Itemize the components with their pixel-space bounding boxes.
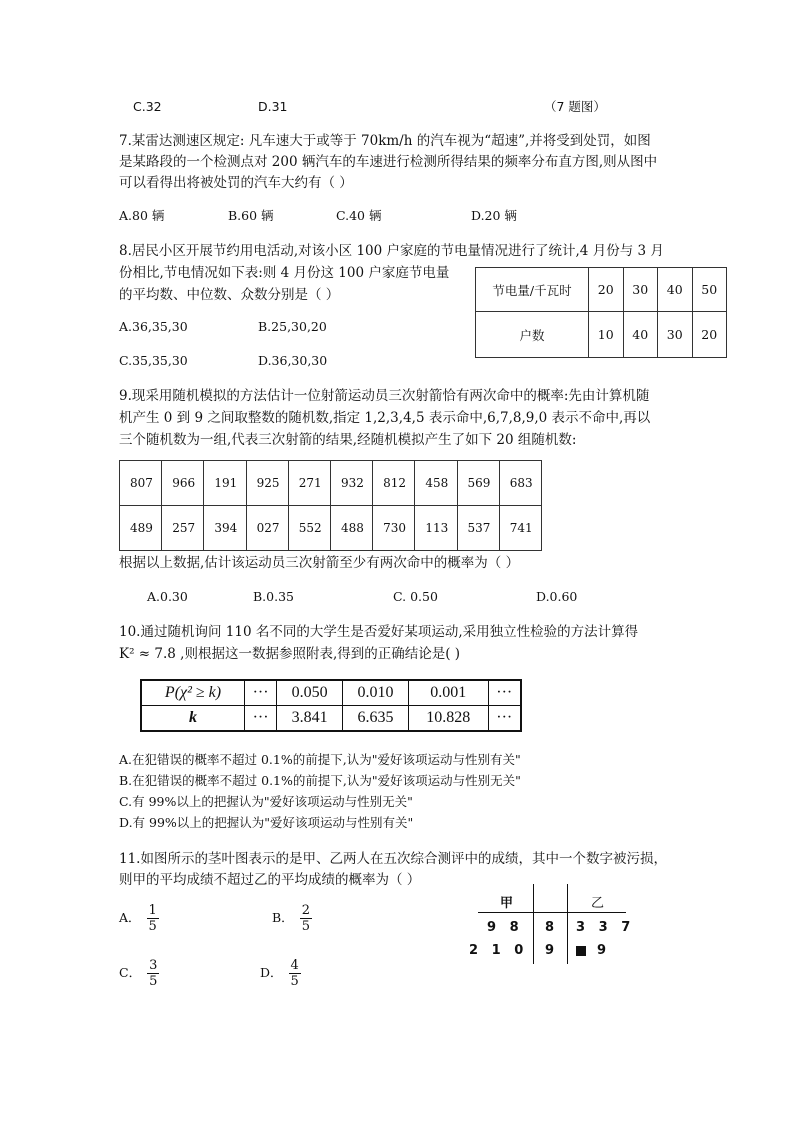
q11-option-c-label: C． [119, 965, 142, 980]
stem-leaf-row1-right: 3 3 7 [576, 920, 631, 935]
stem-leaf-row2-right: 9 [597, 943, 607, 958]
stem-leaf-divider-left [533, 884, 534, 964]
q7-option-a: A.80 辆 [119, 208, 165, 223]
q9-cell: 730 [373, 506, 415, 551]
q8-line1: 8.居民小区开展节约用电活动,对该小区 100 户家庭的节电量情况进行了统计,4 月份与 3 月 [119, 243, 664, 259]
q9-cell: 741 [499, 506, 541, 551]
q10-option-c: C.有 99%以上的把握认为"爱好该项运动与性别无关" [119, 794, 413, 809]
stem-leaf-header-rule [478, 912, 626, 913]
stem-leaf-row1-left: 9 8 [487, 920, 519, 935]
stem-leaf-row2-stem: 9 [545, 943, 555, 958]
q8-option-a: A.36,35,30 [119, 319, 188, 334]
q9-cell: 257 [162, 506, 204, 551]
q11-line2: 则甲的平均成绩不超过乙的平均成绩的概率为（ ） [119, 872, 421, 888]
q11-option-d-label: D． [260, 965, 283, 980]
q8-value-cell: 30 [623, 268, 658, 312]
q7-option-d: D.20 辆 [471, 208, 517, 223]
q10-cell: ··· [245, 706, 277, 732]
q10-option-a: A.在犯错误的概率不超过 0.1%的前提下,认为"爱好该项运动与性别有关" [119, 752, 521, 767]
smudged-digit-block [576, 946, 586, 956]
q7-option-b: B.60 辆 [228, 208, 274, 223]
q6-option-c: C.32 [133, 99, 162, 114]
q10-line1: 10.通过随机询问 110 名不同的大学生是否爱好某项运动,采用独立性检验的方法计算得 [119, 624, 639, 640]
q10-cell: 0.050 [277, 680, 343, 706]
stem-leaf-row2-left: 2 1 0 [469, 943, 524, 958]
q9-option-c: C. 0.50 [393, 589, 438, 604]
q11-option-c [119, 958, 159, 989]
q10-cell: ··· [488, 706, 521, 732]
q10-line2: K² ≈ 7.8 ,则根据这一数据参照附表,得到的正确结论是( ) [119, 646, 461, 662]
q9-option-a: A.0.30 [147, 589, 188, 604]
q11-option-a [119, 903, 159, 934]
q9-cell: 458 [415, 461, 457, 506]
q9-line1: 9.现采用随机模拟的方法估计一位射箭运动员三次射箭恰有两次命中的概率:先由计算机随 [119, 388, 650, 404]
q9-cell: 191 [204, 461, 246, 506]
q10-cell: 6.635 [343, 706, 409, 732]
q10-cell: 0.010 [343, 680, 409, 706]
fraction: $\frac{1}{5}$ [148, 903, 157, 934]
q6-option-d: D.31 [258, 99, 288, 114]
fraction: $\frac{3}{5}$ [149, 958, 158, 989]
q9-cell: 488 [330, 506, 372, 551]
q9-line3: 三个随机数为一组,代表三次射箭的结果,经随机模拟产生了如下 20 组随机数: [119, 432, 577, 448]
q10-k-cell: k [141, 706, 245, 732]
stem-leaf-left-title: 甲 [500, 896, 514, 911]
q9-cell: 966 [162, 461, 204, 506]
q9-cell: 271 [288, 461, 330, 506]
q8-option-b: B.25,30,20 [258, 319, 327, 334]
q8-count-cell: 30 [658, 312, 693, 358]
q8-count-header-cell: 户数 [476, 312, 589, 358]
q9-cell: 569 [457, 461, 499, 506]
q8-value-cell: 20 [589, 268, 624, 312]
q10-cell: ··· [488, 680, 521, 706]
q7-figure-caption: （7 题图） [544, 99, 606, 114]
q7-option-c: C.40 辆 [336, 208, 382, 223]
q11-option-a-label: A． [119, 910, 141, 925]
q8-value-cell: 40 [658, 268, 693, 312]
q9-option-d: D.0.60 [536, 589, 578, 604]
q9-cell: 113 [415, 506, 457, 551]
q9-option-b: B.0.35 [253, 589, 294, 604]
q7-line3: 可以看得出将被处罚的汽车大约有（ ） [119, 175, 353, 191]
stem-leaf-divider-right [567, 884, 568, 964]
q10-option-b: B.在犯错误的概率不超过 0.1%的前提下,认为"爱好该项运动与性别无关" [119, 773, 521, 788]
q10-header-cell: P(χ² ≥ k) [141, 680, 245, 706]
q9-cell: 394 [204, 506, 246, 551]
q11-option-b [272, 903, 312, 934]
q10-option-d: D.有 99%以上的把握认为"爱好该项运动与性别有关" [119, 815, 414, 830]
q7-line1: 7.某雷达测速区规定: 凡车速大于或等于 70km/h 的汽车视为“超速”,并将受到处罚，如图 [119, 133, 651, 149]
q8-value-cell: 50 [692, 268, 727, 312]
fraction: $\frac{2}{5}$ [301, 903, 310, 934]
q9-cell: 925 [246, 461, 288, 506]
q9-cell: 812 [373, 461, 415, 506]
fraction: $\frac{4}{5}$ [290, 958, 299, 989]
q10-cell: 0.001 [409, 680, 488, 706]
q9-question: 根据以上数据,估计该运动员三次射箭至少有两次命中的概率为（ ） [119, 555, 520, 571]
q9-random-numbers-table [119, 460, 542, 551]
q10-critical-value-table [140, 679, 522, 732]
q9-cell: 489 [120, 506, 162, 551]
q10-cell: 3.841 [277, 706, 343, 732]
q8-line2: 份相比,节电情况如下表:则 4 月份这 100 户家庭节电量 [119, 265, 450, 281]
q7-line2: 是某路段的一个检测点对 200 辆汽车的车速进行检测所得结果的频率分布直方图,则从图中 [119, 154, 658, 170]
q8-option-d: D.36,30,30 [258, 353, 328, 368]
q11-line1: 11.如图所示的茎叶图表示的是甲、乙两人在五次综合测评中的成绩，其中一个数字被污损， [119, 851, 667, 867]
q9-cell: 537 [457, 506, 499, 551]
q8-count-cell: 10 [589, 312, 624, 358]
q9-cell: 027 [246, 506, 288, 551]
q9-cell: 552 [288, 506, 330, 551]
q10-cell: 10.828 [409, 706, 488, 732]
q8-line3: 的平均数、中位数、众数分别是（ ） [119, 287, 340, 303]
stem-leaf-right-title: 乙 [591, 896, 605, 911]
q10-cell: ··· [245, 680, 277, 706]
q8-table [475, 267, 727, 358]
q8-count-cell: 20 [692, 312, 727, 358]
stem-leaf-row1-stem: 8 [545, 920, 555, 935]
q8-count-cell: 40 [623, 312, 658, 358]
q9-cell: 683 [499, 461, 541, 506]
q9-cell: 932 [330, 461, 372, 506]
q8-option-c: C.35,35,30 [119, 353, 188, 368]
q9-line2: 机产生 0 到 9 之间取整数的随机数,指定 1,2,3,4,5 表示命中,6,7,8,9,0 表示不命中,再以 [119, 410, 651, 426]
q11-option-b-label: B． [272, 910, 294, 925]
q8-header-cell: 节电量/千瓦时 [476, 268, 589, 312]
q11-option-d [260, 958, 301, 989]
q9-cell: 807 [120, 461, 162, 506]
